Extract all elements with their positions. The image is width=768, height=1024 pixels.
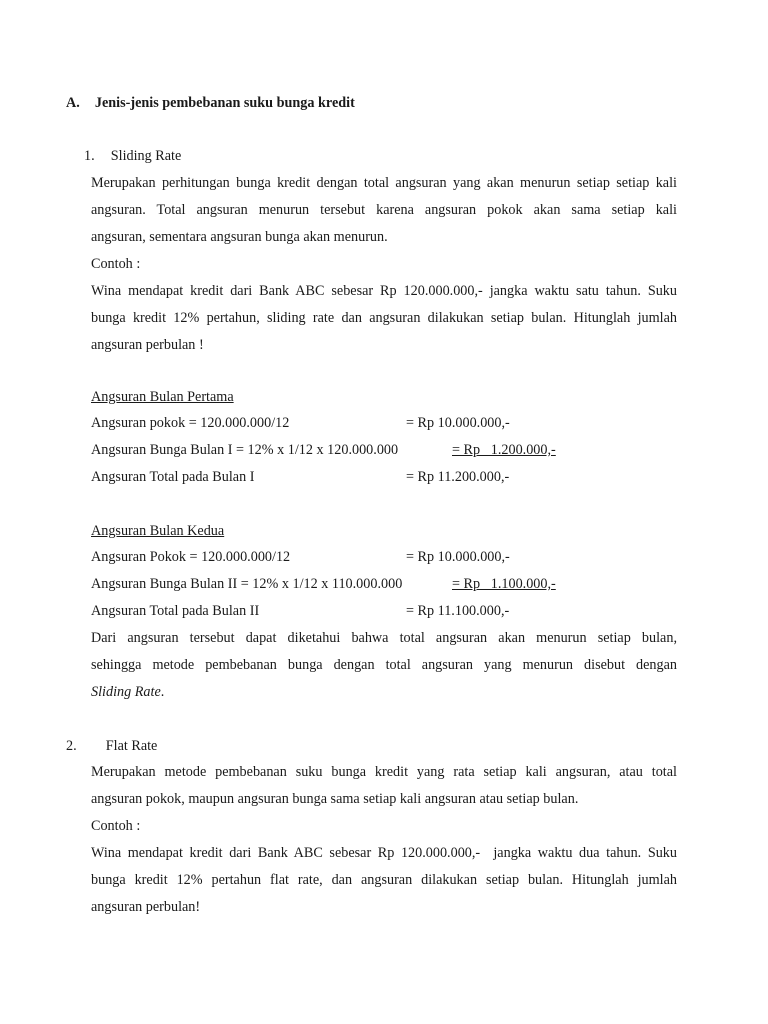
- conclusion-period: .: [160, 684, 165, 700]
- item2-desc-line-2: angsuran pokok, maupun angsuran bunga sama setiap kali angsuran atau setiap bulan.: [91, 791, 579, 807]
- section-heading: [66, 94, 355, 112]
- item1-heading: [84, 147, 181, 165]
- item1-conclusion-line-3: [91, 683, 164, 701]
- item1-title: Sliding Rate: [110, 148, 182, 164]
- item1-contoh-label: Contoh :: [91, 256, 141, 272]
- month2-row-2-label: Angsuran Bunga Bulan II = 12% x 1/12 x 110.000.000: [91, 576, 403, 592]
- month1-row-1-label: Angsuran pokok = 120.000.000/12: [91, 415, 290, 431]
- month2-row-1-label: Angsuran Pokok = 120.000.000/12: [91, 549, 291, 565]
- month1-heading: Angsuran Bulan Pertama: [91, 389, 234, 405]
- month2-row-1-value: = Rp 10.000.000,-: [406, 549, 510, 565]
- item2-desc-line-1: Merupakan metode pembebanan suku bunga kredit yang rata setiap kali angsuran, atau total: [91, 764, 677, 780]
- month2-heading: Angsuran Bulan Kedua: [91, 523, 225, 539]
- month1-row-2-value: = Rp 1.200.000,-: [452, 442, 556, 458]
- item1-example-line-1: Wina mendapat kredit dari Bank ABC sebesar Rp 120.000.000,- jangka waktu satu tahun. Suku: [91, 283, 677, 299]
- item1-desc-line-3: angsuran, sementara angsuran bunga akan menurun.: [91, 229, 388, 245]
- item2-number: 2.: [66, 738, 77, 754]
- item1-desc-line-1: Merupakan perhitungan bunga kredit dengan total angsuran yang akan menurun setiap setiap kali: [91, 175, 677, 191]
- month2-row-3-value: = Rp 11.100.000,-: [406, 603, 510, 619]
- month1-row-2-label: Angsuran Bunga Bulan I = 12% x 1/12 x 120.000.000: [91, 442, 399, 458]
- month1-row-3-value: = Rp 11.200.000,-: [406, 469, 510, 485]
- month2-row-3-label: Angsuran Total pada Bulan II: [91, 603, 260, 619]
- item2-contoh-label: Contoh :: [91, 818, 141, 834]
- item1-number: 1.: [84, 148, 95, 164]
- item2-heading: [66, 737, 157, 755]
- item2-title: Flat Rate: [105, 738, 158, 754]
- sliding-rate-term: Sliding Rate: [91, 684, 161, 700]
- item1-example-line-2: bunga kredit 12% pertahun, sliding rate dan angsuran dilakukan setiap bulan. Hitunglah jumlah: [91, 310, 677, 326]
- month2-row-2-value: = Rp 1.100.000,-: [452, 576, 556, 592]
- item2-example-line-2: bunga kredit 12% pertahun flat rate, dan angsuran dilakukan setiap bulan. Hitunglah jumlah: [91, 872, 677, 888]
- item1-desc-line-2: angsuran. Total angsuran menurun tersebut karena angsuran pokok akan sama setiap kali: [91, 202, 677, 218]
- section-label: A.: [66, 95, 80, 111]
- item1-conclusion-line-1: Dari angsuran tersebut dapat diketahui bahwa total angsuran akan menurun setiap bulan,: [91, 630, 677, 646]
- item2-example-line-1: Wina mendapat kredit dari Bank ABC sebesar Rp 120.000.000,- jangka waktu dua tahun. Suku: [91, 845, 677, 861]
- item2-example-line-3: angsuran perbulan!: [91, 899, 201, 915]
- section-title: Jenis-jenis pembebanan suku bunga kredit: [94, 95, 355, 111]
- item1-example-line-3: angsuran perbulan !: [91, 337, 204, 353]
- item1-conclusion-line-2: sehingga metode pembebanan bunga dengan total angsuran yang menurun disebut dengan: [91, 657, 677, 673]
- month1-row-1-value: = Rp 10.000.000,-: [406, 415, 510, 431]
- month1-row-3-label: Angsuran Total pada Bulan I: [91, 469, 255, 485]
